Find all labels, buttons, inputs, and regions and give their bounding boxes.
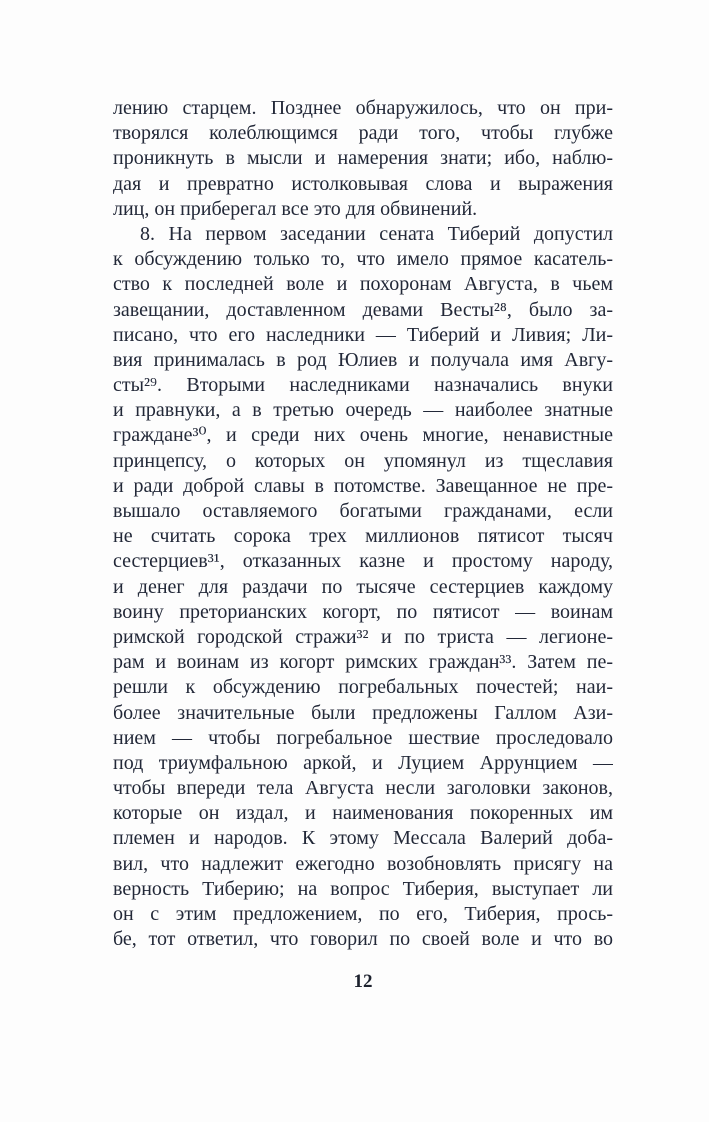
text-line: и денег для раздачи по тысяче сестерциев каждому [113,575,613,598]
text-line: принцепсу, о которых он упомянул из тщеславия [113,449,613,472]
text-line: он с этим предложением, по его, Тиберия, прось- [113,903,613,925]
text-line: решли к обсуждению погребальных почестей; наи- [113,676,613,699]
text-line: рам и воинам из когорт римских граждан³³. Затем пе- [113,651,613,674]
paragraph [113,96,613,222]
paragraph [113,222,613,952]
text-line: вышало оставляемого богатыми гражданами, если [113,500,613,522]
text-line: лению старцем. Позднее обнаружилось, что он при- [113,97,613,119]
text-line: сты²⁹. Вторыми наследниками назначались внуки [113,374,613,397]
text-line: творялся колеблющимся ради того, чтобы глубже [113,122,613,145]
text-line: римской городской стражи³² и по триста — легионе- [113,625,613,648]
text-line: более значительные были предложены Галлом Ази- [113,701,613,724]
text-block [113,96,613,952]
text-line: чтобы впереди тела Августа несли заголовки законов, [113,777,613,800]
text-line: к обсуждению только то, что имело прямое касатель- [113,248,613,271]
text-line: сестерциев³¹, отказанных казне и простому народу, [113,550,613,573]
text-line: которые он издал, и наименования покоренных им [113,802,613,825]
text-line: вил, что надлежит ежегодно возобновлять присягу на [113,852,613,875]
text-line: верность Тиберию; на вопрос Тиберия, выступает ли [113,877,613,900]
text-line: дая и превратно истолковывая слова и выражения [113,172,613,195]
text-line: воину преторианских когорт, по пятисот — воинам [113,600,613,623]
text-line: под триумфальною аркой, и Луцием Аррунцием — [113,751,613,774]
page-number: 12 [353,971,373,992]
text-line: нием — чтобы погребальное шествие проследовало [113,726,613,749]
text-line: граждане³⁰, и среди них очень многие, ненавистные [113,424,613,447]
text-line: племен и народов. К этому Мессала Валерий доба- [113,827,613,850]
text-line: писано, что его наследники — Тиберий и Ливия; Ли- [113,323,613,346]
text-line: и ради доброй славы в потомстве. Завещанное не пре- [113,474,613,497]
text-line: не считать сорока трех миллионов пятисот тысяч [113,525,613,548]
text-line: бе, тот ответил, что говорил по своей воле и что во [113,928,613,951]
text-line: и правнуки, а в третью очередь — наиболее знатные [113,399,613,422]
text-line: 8. На первом заседании сената Тиберий допустил [140,222,613,245]
text-line: вия принималась в род Юлиев и получала имя Авгу- [113,348,613,371]
text-line: проникнуть в мысли и намерения знати; ибо, наблю- [113,147,613,170]
text-line: ство к последней воле и похоронам Августа, в чьем [113,273,613,296]
text-line: завещании, доставленном девами Весты²⁸, было за- [113,298,613,321]
text-line: лиц, он приберегал все это для обвинений. [113,197,478,220]
